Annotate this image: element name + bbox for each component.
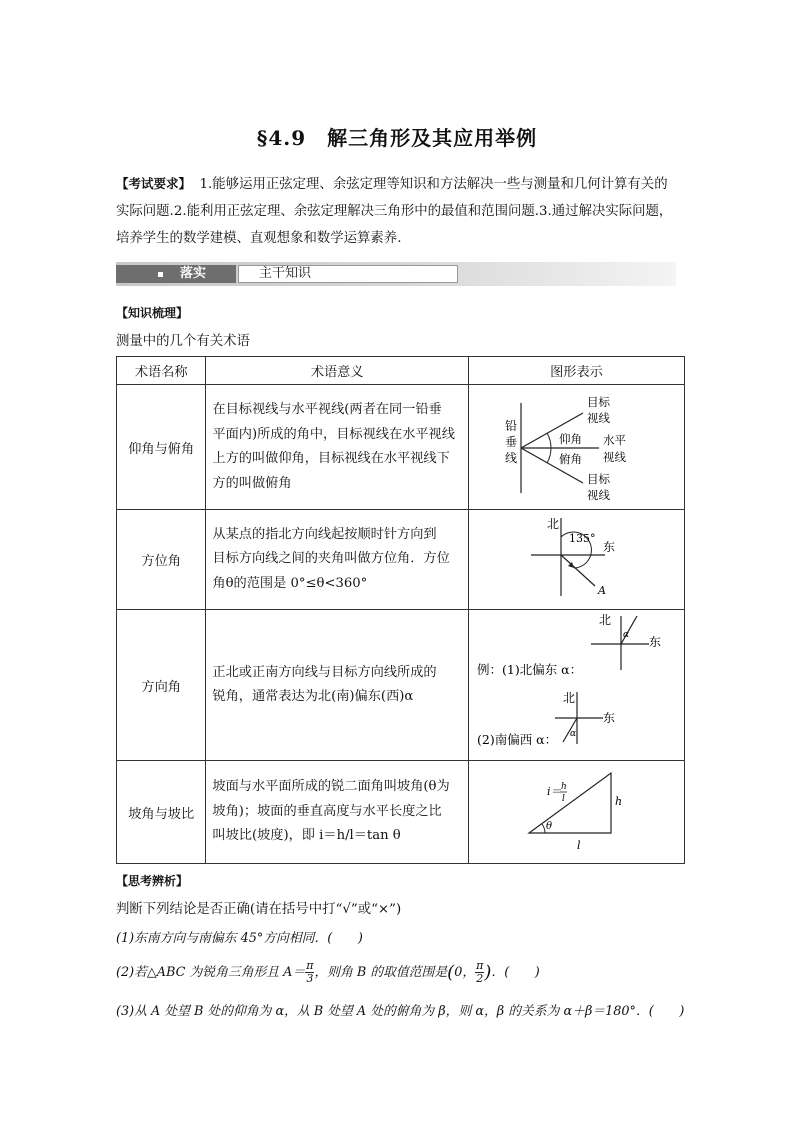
row-figure: [468, 610, 684, 761]
meaning-line: 方的叫做俯角: [212, 475, 292, 491]
elevation-depression-diagram: [469, 385, 684, 505]
slope-frac-h: h: [560, 782, 567, 792]
elevation-angle-label: 仰角: [558, 432, 582, 446]
slope-l: l: [576, 839, 581, 852]
bearing-diagram: [469, 510, 684, 605]
thinking-label: 【思考辨析】: [116, 874, 189, 888]
row-name: 坡角与坡比: [117, 761, 206, 864]
meaning-line: 坡角)；坡面的垂直高度与水平长度之比: [212, 803, 442, 819]
bearing-angle: 135°: [568, 532, 596, 545]
direction-north-1: 北: [598, 613, 611, 627]
question-2: (2)若△ABC 为锐角三角形且 A＝ $\frac{\pi}{3}$ ，则角 B 的取值范围是(0， $\frac{\pi}{2}$ )．( ): [116, 959, 540, 985]
meaning-line: 叫坡比(坡度)，即 i＝h/l＝tan θ: [212, 828, 401, 844]
question-1: (1)东南方向与南偏东 45°方向相同．( ): [116, 931, 363, 946]
slope-frac-l: l: [561, 794, 565, 804]
fraction-denominator: 3: [306, 972, 314, 985]
meaning-line: 平面内)所成的角中，目标视线在水平视线: [212, 426, 455, 442]
question-2-part-a: (2)若△ABC 为锐角三角形且 A＝: [116, 965, 306, 980]
fraction-numerator: π: [306, 959, 314, 972]
slope-theta: θ: [545, 821, 553, 832]
interval-fraction: $\frac{\pi}{2}$: [476, 959, 484, 985]
sight-label-bottom: 视线: [586, 488, 610, 502]
horizontal-label-1: 水平: [602, 433, 626, 447]
interval-left: 0，: [454, 965, 476, 980]
slope-diagram: [469, 761, 684, 859]
bearing-east: 东: [602, 540, 615, 554]
plumb-char-2: 垂: [504, 435, 517, 449]
table-row: [117, 385, 685, 510]
terms-table: [116, 356, 685, 864]
meaning-line: 目标方向线之间的夹角叫做方位角．方位: [212, 551, 450, 567]
horizontal-label-2: 视线: [602, 450, 626, 464]
direction-alpha-1: α: [622, 630, 630, 640]
direction-north-2: 北: [562, 691, 575, 705]
plumb-char-3: 线: [504, 451, 517, 465]
row-figure: [468, 510, 684, 610]
slope-i-label: i＝: [546, 785, 562, 798]
header-figure: 图形表示: [468, 357, 684, 385]
direction-example-1: 例：(1)北偏东 α：: [476, 662, 583, 677]
page-title: §4.9 解三角形及其应用举例: [256, 126, 538, 150]
row-name: 仰角与俯角: [117, 385, 206, 510]
meaning-line: 正北或正南方向线与目标方向线所成的: [212, 664, 437, 680]
meaning-line: 从某点的指北方向线起按顺时针方向到: [212, 526, 437, 542]
meaning-line: 上方的叫做仰角，目标视线在水平视线下: [212, 451, 450, 466]
knowledge-intro: 测量中的几个有关术语: [116, 334, 250, 349]
depression-angle-label: 俯角: [558, 452, 582, 466]
table-row: [117, 510, 685, 610]
table-row: [117, 761, 685, 864]
row-meaning: [206, 761, 469, 864]
target-label-bottom: 目标: [586, 472, 610, 486]
meaning-line: 坡面与水平面所成的锐二面角叫坡角(θ为: [212, 779, 450, 795]
plumb-char-1: 铅: [504, 419, 517, 433]
target-label-top: 目标: [586, 395, 610, 409]
requirements-tag: 【考试要求】: [116, 176, 192, 191]
section-bar-light: [238, 265, 458, 283]
interval-numerator: π: [476, 959, 484, 972]
section-bar: [116, 262, 676, 286]
header-name: 术语名称: [117, 357, 206, 385]
row-meaning: [206, 385, 469, 510]
question-2-part-b: ，则角 B 的取值范围是: [314, 965, 448, 980]
meaning-line: 角θ的范围是 0°≤θ<360°: [212, 575, 368, 591]
table-header-row: [117, 357, 685, 385]
row-figure: [468, 385, 684, 510]
question-2-part-c: ．( ): [491, 965, 540, 980]
direction-angle-diagram: [469, 610, 684, 756]
direction-east-1: 东: [648, 635, 661, 649]
table-row: [117, 610, 685, 761]
row-name: 方位角: [117, 510, 206, 610]
exam-requirements: [116, 170, 686, 252]
bearing-point-a: A: [597, 584, 606, 597]
row-meaning: [206, 610, 469, 761]
question-3: (3)从 A 处望 B 处的仰角为 α，从 B 处望 A 处的俯角为 β，则 α，β 的关系为 α＋β＝180°．( ): [116, 1004, 685, 1019]
direction-example-2: (2)南偏西 α：: [476, 732, 558, 747]
section-bar-left-label: 落实: [180, 266, 207, 281]
section-bar-right-label: 主干知识: [259, 266, 312, 281]
row-name: 方向角: [117, 610, 206, 761]
meaning-line: 锐角，通常表达为北(南)偏东(西)α: [212, 689, 414, 704]
requirements-line-1: 1.能够运用正弦定理、余弦定理等知识和方法解决一些与测量和几何计算有关的: [199, 177, 668, 192]
sight-label-top: 视线: [586, 411, 610, 425]
bearing-north: 北: [546, 517, 559, 531]
slope-h: h: [614, 795, 623, 808]
section-bar-dark: [116, 265, 236, 283]
header-meaning: 术语意义: [206, 357, 469, 385]
meaning-line: 在目标视线与水平视线(两者在同一铅垂: [212, 402, 442, 417]
requirements-line-3: 培养学生的数学建模、直观想象和数学运算素养.: [116, 231, 402, 246]
knowledge-label: 【知识梳理】: [116, 306, 189, 320]
row-meaning: [206, 510, 469, 610]
thinking-intro: 判断下列结论是否正确(请在括号中打“√”或“×”): [116, 902, 402, 917]
direction-alpha-2: α: [569, 729, 577, 739]
direction-east-2: 东: [602, 711, 615, 725]
row-figure: [468, 761, 684, 864]
requirements-line-2: 实际问题.2.能利用正弦定理、余弦定理解决三角形中的最值和范围问题.3.通过解决实际问题，: [116, 204, 673, 219]
